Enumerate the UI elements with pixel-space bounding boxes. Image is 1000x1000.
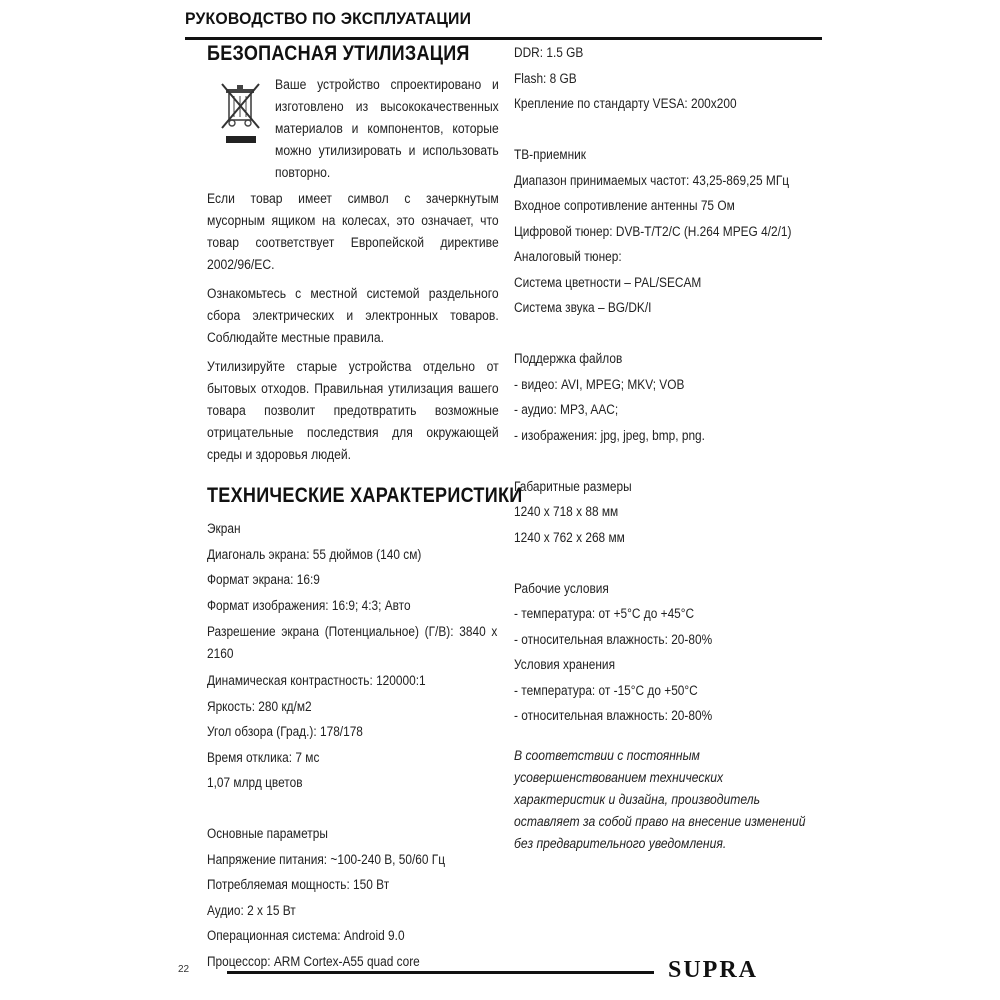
crossed-bin-icon — [217, 78, 265, 158]
spec-line: Разрешение экрана (Потенциальное) (Г/В): 3840 х 2160 — [207, 624, 498, 661]
storage-section-title: Условия хранения — [514, 657, 616, 672]
spec-line: Аналоговый тюнер: — [514, 249, 622, 264]
spec-line: 1240 х 718 х 88 мм — [514, 504, 619, 519]
spec-line: Процессор: ARM Cortex-A55 quad core — [207, 953, 420, 969]
screen-section-title: Экран — [207, 521, 241, 536]
tv-section-title: ТВ-приемник — [514, 147, 586, 162]
notice-text: В соответствии с постоянным усовершенствованием технических характеристик и дизайна, производитель оставляет за собой право на внесение изменений без предварительного уведомления. — [514, 747, 806, 851]
main-section-title: Основные параметры — [207, 826, 328, 841]
spec-line: Формат экрана: 16:9 — [207, 572, 320, 587]
disposal-paragraph: Утилизируйте старые устройства отдельно от бытовых отходов. Правильная утилизация вашего товара позволит предотвратить возможные отрицательные последствия для окружающей среды и здоровья людей. — [207, 359, 499, 462]
page-header — [185, 5, 822, 40]
spec-line: Цифровой тюнер: DVB-T/T2/C (H.264 MPEG 4/2/1) — [514, 223, 792, 239]
spec-line: Система звука – BG/DK/I — [514, 300, 652, 315]
dims-section-title: Габаритные размеры — [514, 478, 632, 494]
spec-line: - видео: AVI, MPEG; MKV; VOB — [514, 376, 685, 392]
spec-line: Крепление по стандарту VESA: 200х200 — [514, 96, 737, 111]
spec-line: DDR: 1.5 GB — [514, 45, 584, 60]
spec-line: 1240 х 762 х 268 мм — [514, 529, 625, 545]
spec-line: Динамическая контрастность: 120000:1 — [207, 673, 426, 688]
spec-line: Система цветности – PAL/SECAM — [514, 274, 702, 290]
brand-logo: SUPRA — [668, 957, 759, 983]
spec-line: Время отклика: 7 мс — [207, 749, 320, 765]
spec-line: Угол обзора (Град.): 178/178 — [207, 724, 363, 739]
spec-line: Яркость: 280 кд/м2 — [207, 698, 312, 714]
work-section-title: Рабочие условия — [514, 580, 609, 596]
spec-line: - температура: от -15°С до +50°С — [514, 682, 698, 698]
spec-line: - изображения: jpg, jpeg, bmp, png. — [514, 427, 705, 443]
files-section-title: Поддержка файлов — [514, 351, 623, 366]
spec-line: Аудио: 2 х 15 Вт — [207, 902, 296, 918]
spec-line: Операционная система: Android 9.0 — [207, 928, 405, 943]
right-column — [514, 40, 814, 855]
footer-divider — [227, 971, 654, 974]
disposal-heading: БЕЗОПАСНАЯ УТИЛИЗАЦИЯ — [207, 42, 470, 65]
disposal-paragraph: Ознакомьтесь с местной системой раздельного сбора электрических и электронных товаров. Соблюдайте местные правила. — [207, 286, 499, 345]
spec-line: - относительная влажность: 20-80% — [514, 631, 713, 647]
spec-line: - аудио: MP3, AAC; — [514, 402, 619, 417]
disposal-intro-block — [207, 74, 499, 184]
specs-heading: ТЕХНИЧЕСКИЕ ХАРАКТЕРИСТИКИ — [207, 484, 523, 507]
spec-line: Формат изображения: 16:9; 4:3; Авто — [207, 597, 411, 613]
spec-line: Диапазон принимаемых частот: 43,25-869,25 МГц — [514, 172, 790, 188]
spec-line: Диагональ экрана: 55 дюймов (140 см) — [207, 546, 422, 562]
disposal-intro-text: Ваше устройство спроектировано и изготовлено из высококачественных материалов и компонентов, которые можно утилизировать и использовать повторно. — [275, 77, 499, 180]
spec-line: 1,07 млрд цветов — [207, 775, 303, 790]
manual-title: РУКОВОДСТВО ПО ЭКСПЛУАТАЦИИ — [185, 9, 472, 28]
spec-line: Входное сопротивление антенны 75 Ом — [514, 198, 735, 213]
spec-line: - температура: от +5°С до +45°С — [514, 606, 695, 621]
spec-line: - относительная влажность: 20-80% — [514, 708, 713, 723]
page-number: 22 — [178, 964, 190, 975]
spec-line: Напряжение питания: ~100-240 В, 50/60 Гц — [207, 851, 446, 867]
left-column — [207, 40, 523, 974]
disposal-paragraph: Если товар имеет символ с зачеркнутым мусорным ящиком на колесах, это означает, что товар соответствует Европейской директиве 2002/96/EC. — [207, 191, 499, 272]
spec-line: Flash: 8 GB — [514, 70, 577, 86]
spec-line: Потребляемая мощность: 150 Вт — [207, 877, 390, 892]
